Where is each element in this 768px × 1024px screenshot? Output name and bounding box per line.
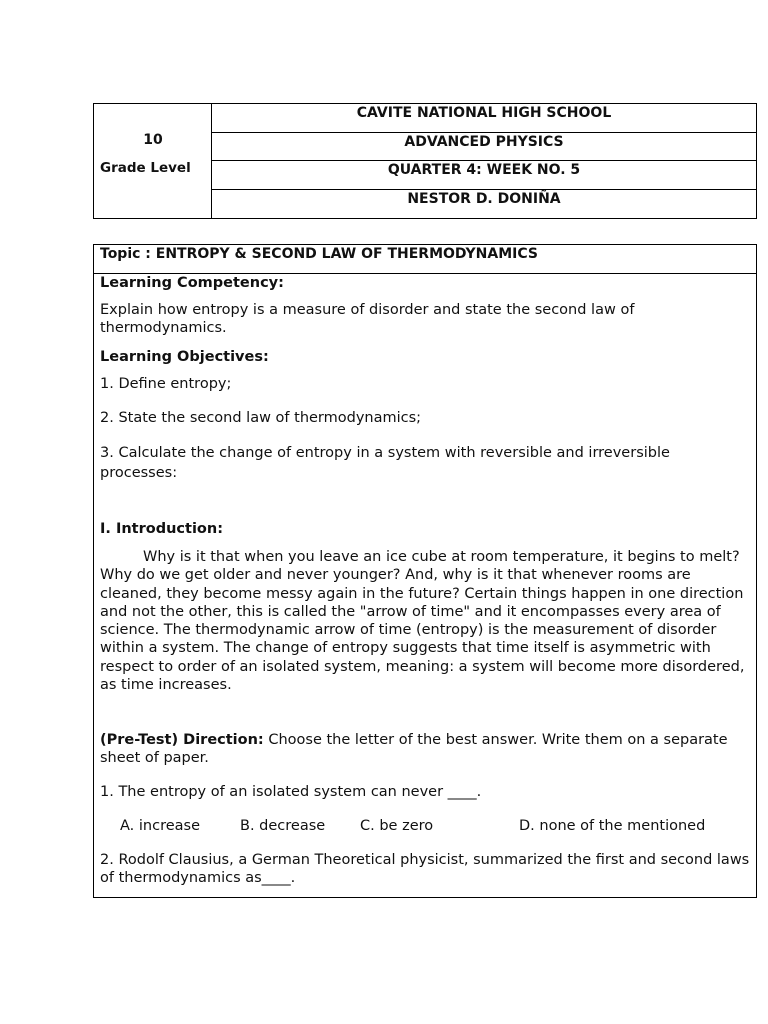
objective-item: 1. Define entropy; bbox=[100, 376, 232, 392]
question-1: 1. The entropy of an isolated system can never ____. bbox=[100, 784, 482, 800]
header-table bbox=[93, 103, 757, 219]
teacher-name: NESTOR D. DONIÑA bbox=[407, 190, 561, 207]
choice-c: C. be zero bbox=[360, 818, 434, 834]
intro-heading: I. Introduction: bbox=[100, 521, 223, 537]
direction-text: Choose the letter of the best answer. Write them on a separate sheet of paper. bbox=[100, 732, 728, 767]
intro-paragraph: Why is it that when you leave an ice cube at room temperature, it begins to melt? Why do we get older and never younger? And, why is it that whenever rooms are cleaned, they become messy again in the future? Certain things happen in one direction and not the other, this is called the "arrow of time" and it encompasses every area of science. The thermodynamic arrow of time (entropy) is the measurement of disorder within a system. The change of entropy suggests that time itself is asymmetric with respect to order of an isolated system, meaning: a system will become more disordered, as time increases. bbox=[100, 549, 745, 694]
objective-item: 3. Calculate the change of entropy in a system with reversible and irreversible processes: bbox=[100, 445, 670, 481]
choice-d: D. none of the mentioned bbox=[519, 818, 706, 834]
choice-a: A. increase bbox=[120, 818, 200, 834]
objective-item: 2. State the second law of thermodynamics; bbox=[100, 410, 422, 426]
quarter-week: QUARTER 4: WEEK NO. 5 bbox=[212, 161, 756, 190]
grade-cell bbox=[94, 104, 212, 218]
objectives-heading: Learning Objectives: bbox=[100, 349, 269, 365]
competency-text: Explain how entropy is a measure of disorder and state the second law of thermodynamics. bbox=[100, 302, 635, 337]
subject-name: ADVANCED PHYSICS bbox=[212, 133, 756, 162]
school-name: CAVITE NATIONAL HIGH SCHOOL bbox=[212, 104, 756, 133]
lesson-box bbox=[93, 244, 757, 898]
direction-label: (Pre-Test) Direction: bbox=[100, 732, 264, 748]
question-2: 2. Rodolf Clausius, a German Theoretical physicist, summarized the first and second laws of thermodynamics as____. bbox=[100, 852, 750, 887]
topic-title: Topic : ENTROPY & SECOND LAW OF THERMODYNAMICS bbox=[94, 245, 756, 274]
competency-heading: Learning Competency: bbox=[100, 275, 284, 291]
header-info bbox=[212, 104, 756, 218]
grade-label: Grade Level bbox=[100, 160, 191, 176]
grade-number: 10 bbox=[143, 132, 163, 148]
choice-b: B. decrease bbox=[240, 818, 326, 834]
pretest-direction bbox=[100, 731, 750, 768]
